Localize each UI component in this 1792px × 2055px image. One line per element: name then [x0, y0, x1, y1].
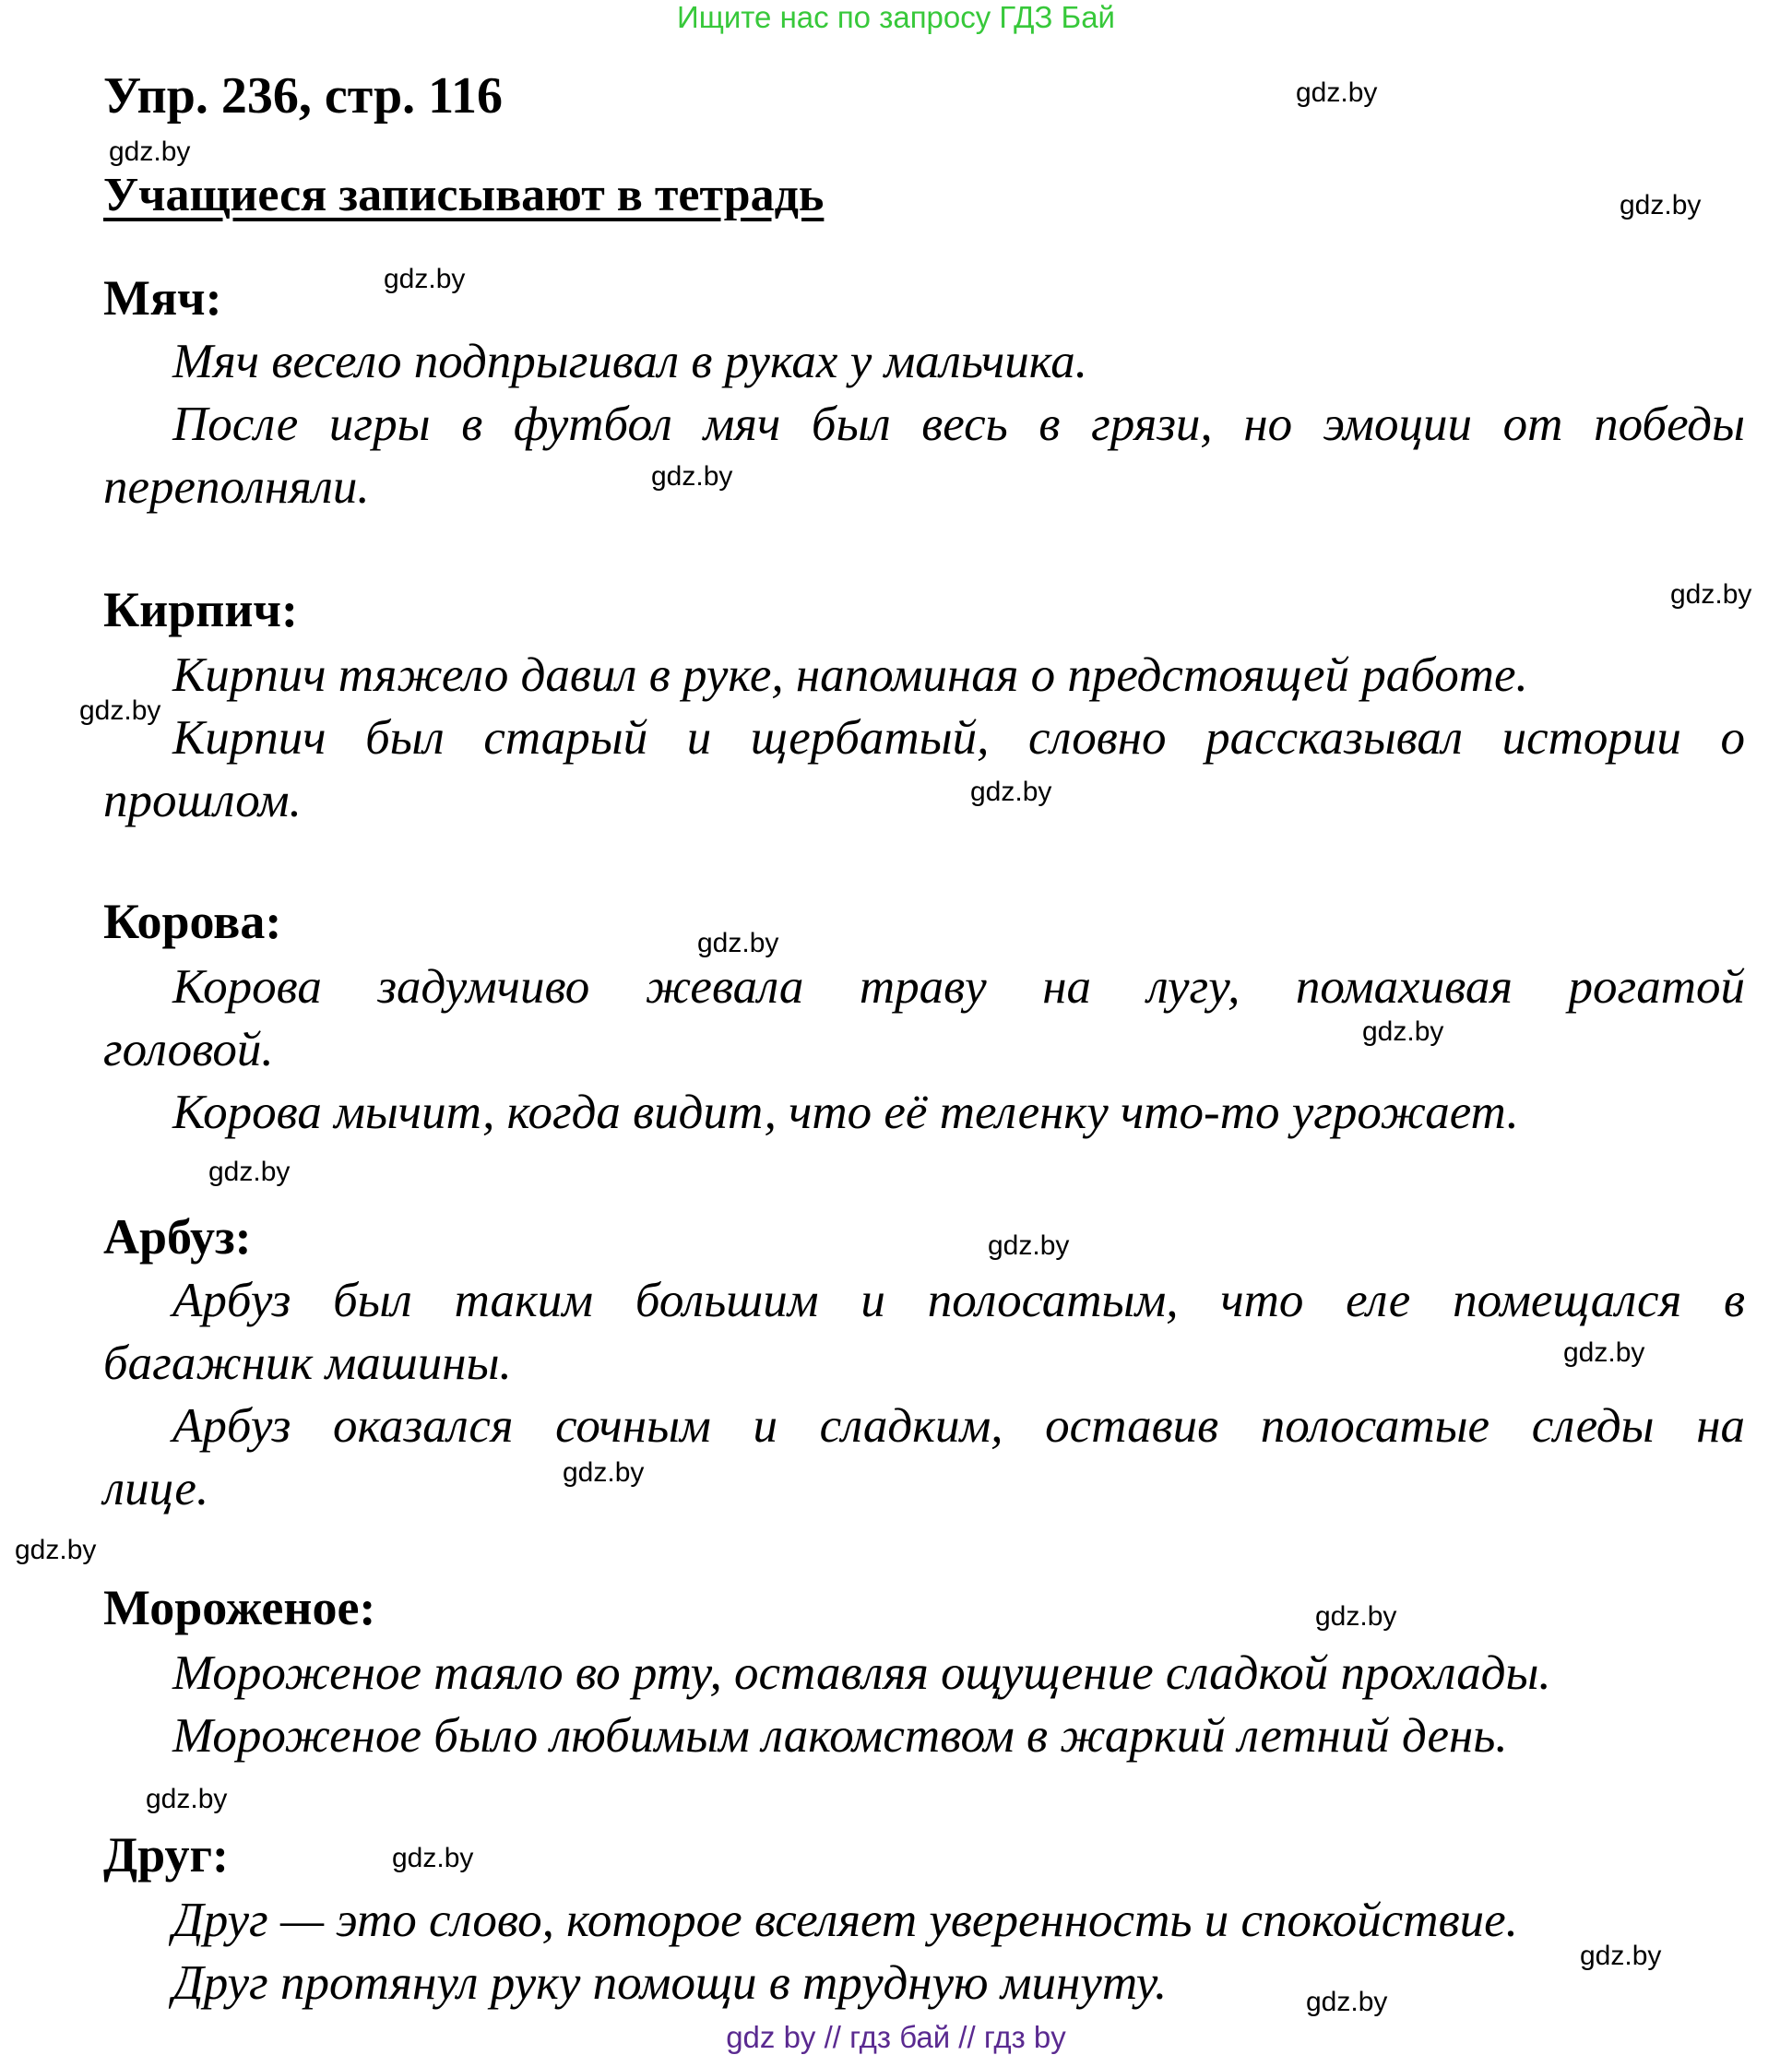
section-paragraph: [103, 393, 1745, 518]
text-line: Арбуз оказался сочным и сладким, оставив полосатые следы на: [172, 1399, 1745, 1453]
exercise-title: Упр. 236, стр. 116: [103, 67, 504, 125]
section-heading-brick: Кирпич:: [103, 582, 298, 637]
text-line: Мороженое было любимым лакомством в жаркий летний день.: [172, 1709, 1508, 1763]
section-heading-ice-cream: Мороженое:: [103, 1580, 376, 1635]
text-line: переполняли.: [103, 460, 370, 514]
watermark: gdz.by: [79, 695, 161, 726]
section-paragraph: [103, 1642, 1745, 1705]
section-paragraph: [103, 1269, 1745, 1395]
text-line: Мороженое таяло во рту, оставляя ощущение сладкой прохлады.: [172, 1646, 1551, 1700]
watermark: gdz.by: [563, 1457, 645, 1488]
section-paragraph: [103, 956, 1745, 1081]
watermark: gdz.by: [1563, 1337, 1645, 1368]
watermark: gdz.by: [1580, 1941, 1662, 1971]
text-line: Арбуз был таким большим и полосатым, что еле помещался в: [172, 1274, 1745, 1327]
watermark: gdz.by: [392, 1843, 474, 1873]
section-heading-ball: Мяч:: [103, 270, 222, 326]
section-paragraph: [103, 1889, 1745, 1952]
section-heading-watermelon: Арбуз:: [103, 1209, 252, 1265]
watermark: gdz.by: [988, 1230, 1070, 1261]
text-line: Мяч весело подпрыгивал в руках у мальчика.: [172, 335, 1088, 388]
watermark: gdz.by: [1296, 77, 1378, 108]
watermark: gdz.by: [384, 264, 466, 294]
section-paragraph: [103, 1395, 1745, 1520]
watermark: gdz.by: [208, 1157, 291, 1187]
footer-links[interactable]: gdz by // гдз бай // гдз by: [726, 2020, 1066, 2054]
text-line: Кирпич был старый и щербатый, словно рассказывал истории о: [172, 711, 1745, 765]
text-line: Друг протянул руку помощи в трудную минуту.: [172, 1956, 1168, 2010]
watermark: gdz.by: [1306, 1987, 1388, 2017]
section-paragraph: [103, 1081, 1745, 1144]
section-heading-cow: Корова:: [103, 894, 282, 949]
section-paragraph: [103, 644, 1745, 707]
watermark: gdz.by: [970, 777, 1052, 807]
watermark: gdz.by: [109, 137, 191, 167]
exercise-subtitle: Учащиеся записывают в тетрадь: [103, 169, 825, 221]
section-paragraph: [103, 1952, 1745, 2014]
watermark: gdz.by: [1362, 1016, 1444, 1047]
watermark: gdz.by: [651, 461, 733, 492]
text-line: Друг — это слово, которое вселяет уверенность и спокойствие.: [172, 1894, 1518, 1947]
watermark: gdz.by: [1315, 1601, 1397, 1632]
section-paragraph: [103, 1705, 1745, 1767]
text-line: После игры в футбол мяч был весь в грязи, но эмоции от победы: [172, 398, 1745, 451]
text-line: лице.: [103, 1462, 209, 1515]
text-line: прошлом.: [103, 774, 302, 827]
text-line: Кирпич тяжело давил в руке, напоминая о предстоящей работе.: [172, 648, 1528, 702]
section-heading-friend: Друг:: [103, 1827, 229, 1883]
section-paragraph: [103, 330, 1745, 393]
watermark: gdz.by: [146, 1784, 228, 1814]
section-paragraph: [103, 707, 1745, 832]
watermark: gdz.by: [1670, 579, 1752, 610]
text-line: Корова задумчиво жевала траву на лугу, помахивая рогатой: [172, 960, 1745, 1014]
watermark: gdz.by: [1620, 190, 1702, 220]
text-line: Корова мычит, когда видит, что её теленку что-то угрожает.: [172, 1086, 1519, 1139]
watermark: gdz.by: [697, 928, 779, 958]
search-banner[interactable]: Ищите нас по запросу ГДЗ Бай: [677, 0, 1115, 34]
text-line: головой.: [103, 1023, 274, 1076]
text-line: багажник машины.: [103, 1336, 512, 1390]
watermark: gdz.by: [15, 1535, 97, 1565]
